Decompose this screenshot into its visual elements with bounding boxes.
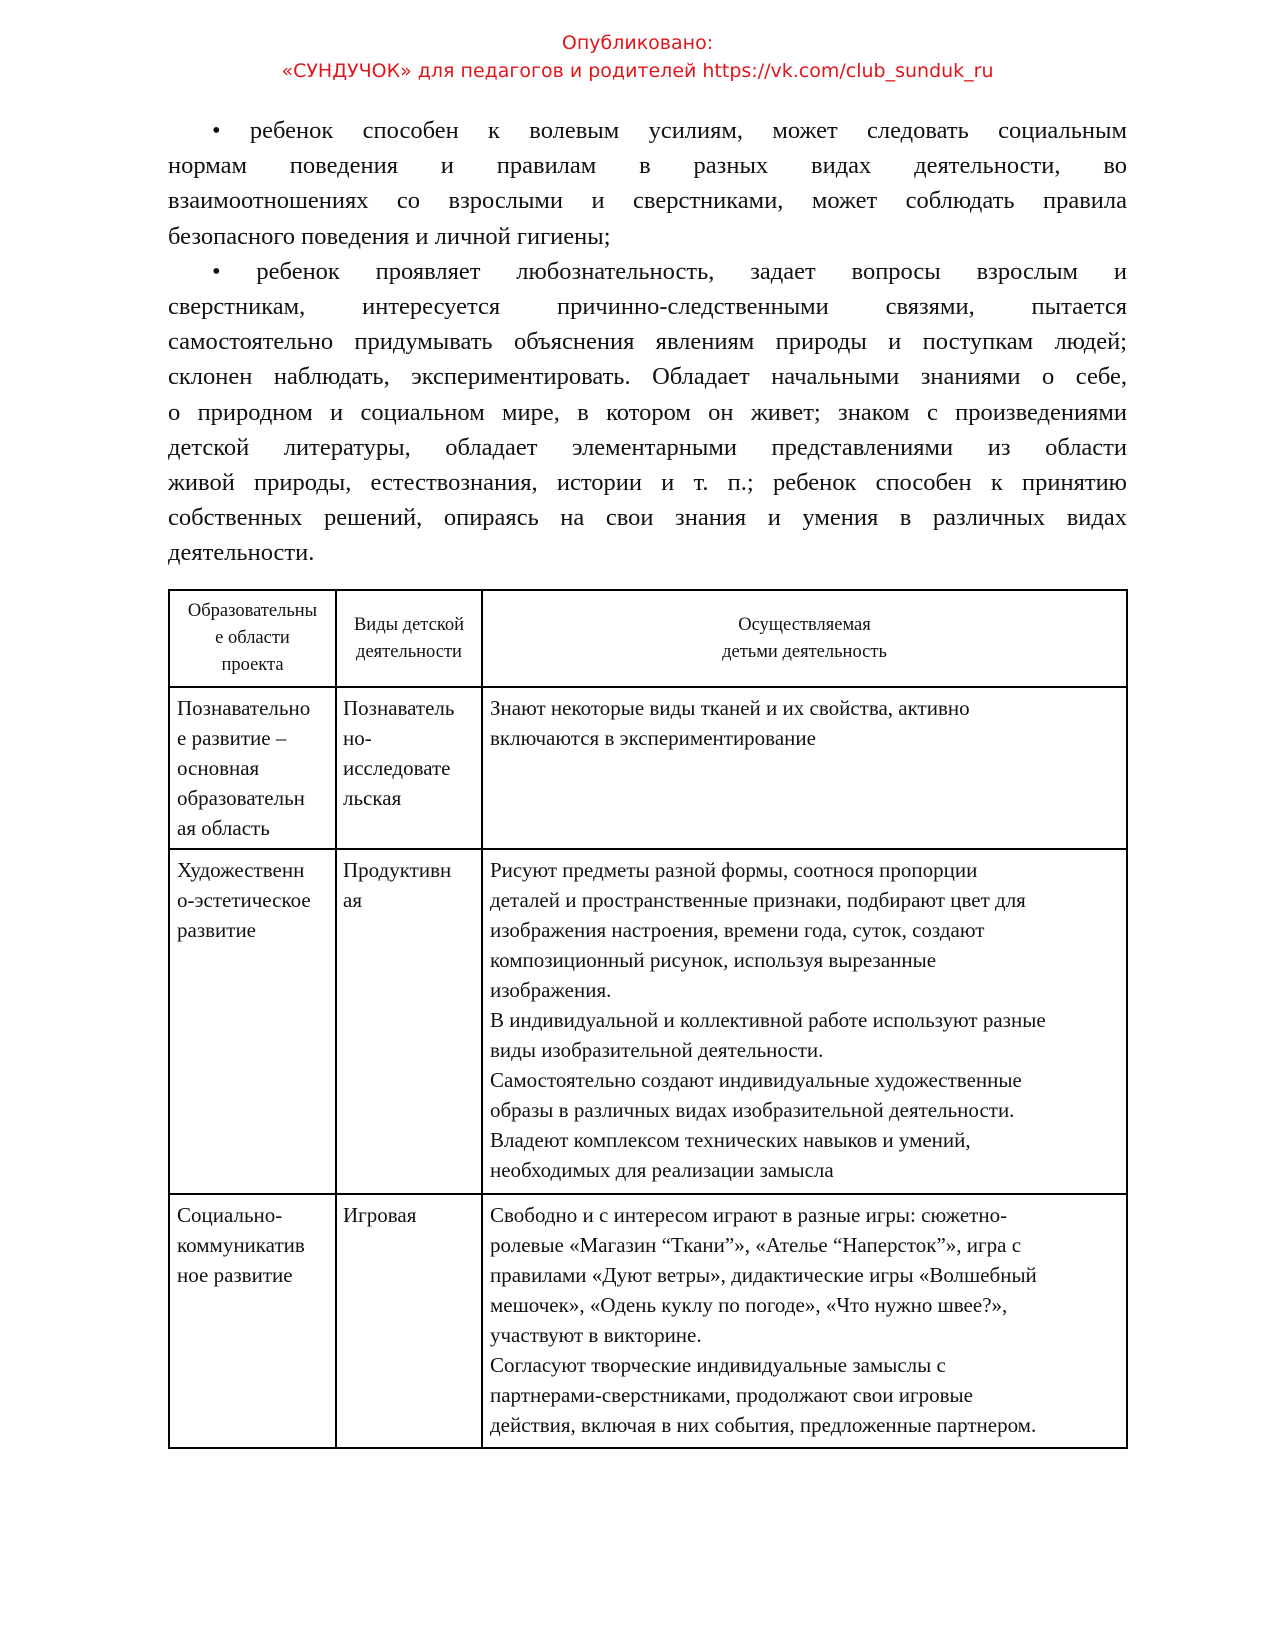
paragraph-2 [168,254,1127,571]
text-line: самостоятельно придумывать объяснения явлениям природы и поступкам людей; [168,328,1127,356]
text-line: о природном и социальном мире, в котором он живет; знаком с произведениями [168,398,1127,426]
text-line: • ребенок способен к волевым усилиям, может следовать социальным [212,117,1127,144]
cell-text: партнерами-сверстниками, продолжают свои игровые [490,1383,973,1407]
cell-text: действия, включая в них события, предложенные партнером. [490,1413,1037,1437]
cell-text: Знают некоторые виды тканей и их свойства, активно [490,696,970,720]
cell-text: исследовате [343,756,451,780]
cell-text: Игровая [343,1203,417,1227]
cell-text: Познавательно [177,696,311,720]
text-line: взаимоотношениях со взрослыми и сверстниками, может соблюдать правила [168,187,1127,215]
activity-type-cell [336,1194,482,1448]
cell-text: правилами «Дуют ветры», дидактические игры «Волшебный [490,1263,1037,1287]
header-text: детьми деятельность [722,641,887,662]
text-line: детской литературы, обладает элементарными представлениями из области [168,433,1127,461]
cell-text: Познаватель [343,696,455,720]
text-line: склонен наблюдать, экспериментировать. Обладает начальными знаниями о себе, [168,363,1127,391]
cell-text: Рисуют предметы разной формы, соотнося пропорции [490,858,978,882]
description-cell [482,849,1127,1194]
cell-text: Владеют комплексом технических навыков и умений, [490,1128,971,1152]
cell-text: Свободно и с интересом играют в разные игры: сюжетно- [490,1203,1008,1227]
publisher-link[interactable]: «СУНДУЧОК» для педагогов и родителей https://vk.com/club_sunduk_ru [281,60,994,82]
cell-text: Социально- [177,1203,283,1227]
header-text: Образовательны [187,601,318,621]
cell-text: но- [343,726,372,750]
cell-text: ая область [177,816,270,840]
cell-text: виды изобразительной деятельности. [490,1038,824,1062]
cell-text: включаются в экспериментирование [490,726,816,750]
cell-text: ая [343,888,362,912]
cell-text: ролевые «Магазин “Ткани”», «Ателье “Наперсток”», игра с [490,1233,1022,1257]
table-row [169,687,1127,849]
activity-type-cell [336,687,482,849]
header-text: деятельности [356,641,462,662]
text-line: собственных решений, опираясь на свои знания и умения в различных видах [168,504,1127,532]
cell-text: о-эстетическое [177,888,311,912]
area-cell [169,849,336,1194]
cell-text: льская [343,786,402,810]
header-text: проекта [221,655,284,675]
cell-text: образовательн [177,786,305,810]
cell-text: изображения настроения, времени года, суток, создают [490,918,985,942]
activity-table [168,589,1128,1449]
publisher-title: Опубликовано: [561,32,714,54]
body-text [168,113,1127,571]
text-line: • ребенок проявляет любознательность, задает вопросы взрослым и [212,257,1127,285]
cell-text: образы в различных видах изобразительной деятельности. [490,1098,1015,1122]
header-text: е области [215,628,290,648]
paragraph-1 [168,113,1127,254]
cell-text: развитие [177,918,257,942]
text-line: безопасного поведения и личной гигиены; [168,222,611,250]
cell-text: В индивидуальной и коллективной работе используют разные [490,1008,1046,1032]
text-line: деятельности. [168,539,315,567]
table-row [169,1194,1127,1448]
area-cell [169,1194,336,1448]
area-cell [169,687,336,849]
text-line: сверстникам, интересуется причинно-следственными связями, пытается [168,293,1127,321]
column-header [169,590,336,687]
cell-text: Самостоятельно создают индивидуальные художественные [490,1068,1022,1092]
activity-type-cell [336,849,482,1194]
header-text: Виды детской [353,614,465,635]
text-line: живой природы, естествознания, истории и т. п.; ребенок способен к принятию [168,469,1127,497]
cell-text: необходимых для реализации замысла [490,1158,834,1182]
cell-text: ное развитие [177,1263,293,1287]
description-cell [482,687,1127,849]
cell-text: Продуктивн [343,858,452,882]
cell-text: основная [177,756,260,780]
cell-text: деталей и пространственные признаки, подбирают цвет для [490,888,1026,912]
description-cell [482,1194,1127,1448]
column-header [482,590,1127,687]
column-header [336,590,482,687]
header-text: Осуществляемая [738,614,871,635]
cell-text: е развитие – [177,726,287,750]
cell-text: Художественн [177,858,305,882]
cell-text: коммуникатив [177,1233,305,1257]
text-line: нормам поведения и правилам в разных видах деятельности, во [168,152,1127,180]
cell-text: композиционный рисунок, используя вырезанные [490,948,937,972]
table-header-row [169,590,1127,687]
cell-text: Согласуют творческие индивидуальные замыслы с [490,1353,946,1377]
cell-text: мешочек», «Одень куклу по погоде», «Что нужно швее?», [490,1293,1008,1317]
cell-text: изображения. [490,978,612,1002]
cell-text: участвуют в викторине. [490,1323,702,1347]
table-row [169,849,1127,1194]
